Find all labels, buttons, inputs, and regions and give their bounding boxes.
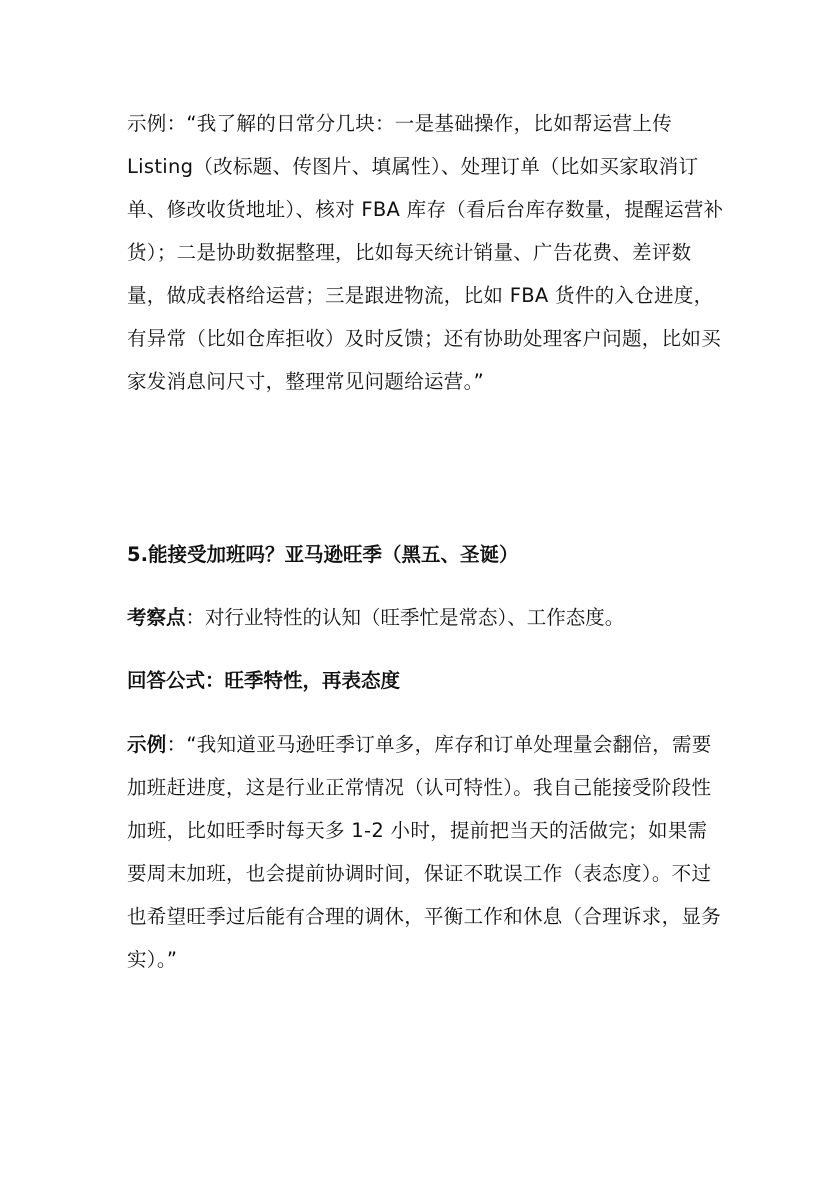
question-5-heading: 5.能接受加班吗？亚马逊旺季（黑五、圣诞） [127, 543, 519, 566]
example-paragraph-2 [127, 723, 727, 981]
assessment-point-label: 考察点 [127, 606, 186, 629]
assessment-point [127, 596, 727, 639]
example-text: ：“我知道亚马逊旺季订单多，库存和订单处理量会翻倍，需要加班赶进度，这是行业正常情况（认可特性）。我自己能接受阶段性加班，比如旺季时每天多 1-2 小时，提前把当天的活做完；如果需要周末加班，也会提前协调时间，保证不耽误工作（表态度）。不过也希望旺季过后能有合理的调休，平衡工作和休息（合理诉求，显务实）。” [127, 733, 722, 971]
answer-formula: 回答公式：旺季特性，再表态度 [127, 669, 401, 692]
example-label: 示例 [127, 733, 167, 756]
example-paragraph-1: 示例：“我了解的日常分几块：一是基础操作，比如帮运营上传 Listing（改标题、传图片、填属性）、处理订单（比如买家取消订单、修改收货地址）、核对 FBA 库存（看后台库存数量，提醒运营补货）；二是协助数据整理，比如每天统计销量、广告花费、差评数量，做成表格给运营；三是跟进物流，比如 FBA 货件的入仓进度，有异常（比如仓库拒收）及时反馈；还有协助处理客户问题，比如买家发消息问尺寸，整理常见问题给运营。” [127, 112, 724, 393]
assessment-point-text: ：对行业特性的认知（旺季忙是常态）、工作态度。 [185, 606, 625, 629]
